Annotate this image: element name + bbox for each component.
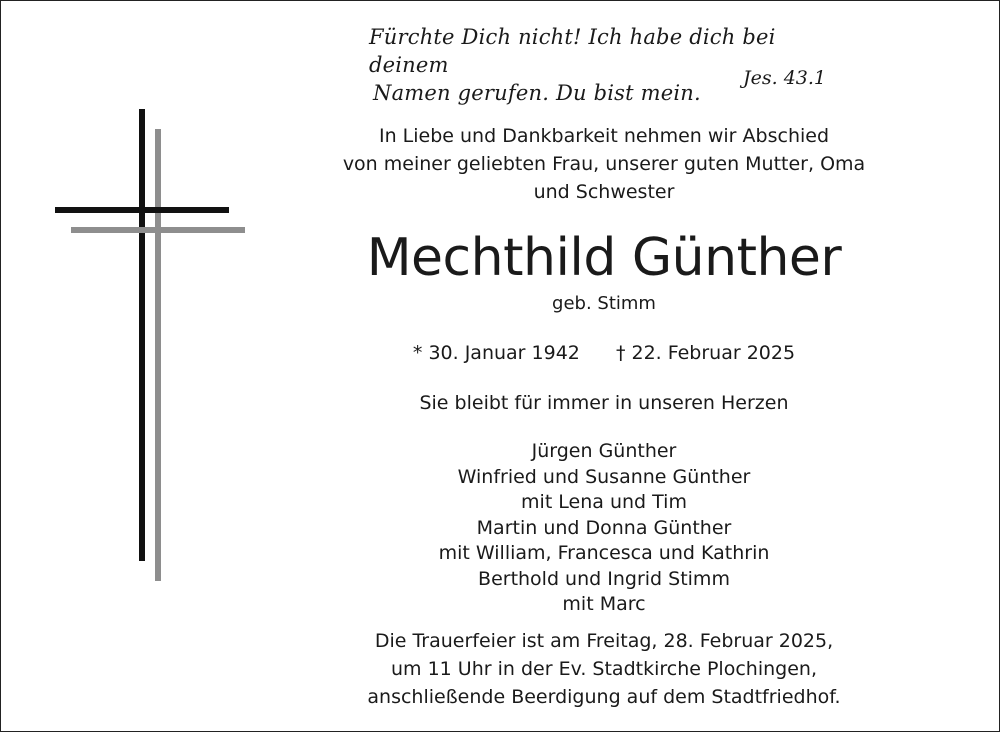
- intro-text: [301, 122, 907, 206]
- life-dates: [301, 340, 907, 366]
- cross-horizontal-gray: [71, 227, 245, 233]
- cross-vertical-black: [139, 109, 145, 561]
- deceased-name: Mechthild Günther: [366, 228, 842, 288]
- memorial-motto: Sie bleibt für immer in unseren Herzen: [419, 392, 789, 414]
- cross-vertical-gray: [155, 129, 161, 581]
- mourner-line: Martin und Donna Günther: [476, 516, 732, 539]
- service-line-2: um 11 Uhr in der Ev. Stadtkirche Plochingen,: [391, 658, 817, 680]
- birth-date: * 30. Januar 1942: [412, 342, 580, 364]
- mourner-line: mit William, Francesca und Kathrin: [438, 542, 770, 564]
- death-date: † 22. Februar 2025: [615, 342, 796, 364]
- mourner-line: mit Marc: [562, 593, 646, 615]
- bible-verse: [369, 23, 839, 107]
- verse-reference: Jes. 43.1: [743, 67, 826, 89]
- cross-horizontal-black: [55, 207, 229, 213]
- mourners-list: [301, 439, 907, 618]
- verse-line-1: Fürchte Dich nicht! Ich habe dich bei deinem: [369, 25, 776, 77]
- maiden-name: geb. Stimm: [552, 293, 656, 314]
- verse-line-2: Namen gerufen. Du bist mein.: [373, 81, 701, 105]
- mourner-line: mit Lena und Tim: [521, 491, 687, 513]
- mourner-line: Winfried und Susanne Günther: [457, 465, 751, 488]
- intro-line-3: und Schwester: [533, 181, 675, 203]
- mourner-line: Berthold und Ingrid Stimm: [478, 567, 730, 590]
- cross-icon: [53, 105, 253, 585]
- intro-line-1: In Liebe und Dankbarkeit nehmen wir Abschied: [378, 125, 830, 147]
- mourner-line: Jürgen Günther: [531, 440, 677, 462]
- intro-line-2: von meiner geliebten Frau, unserer guten Mutter, Oma: [342, 153, 866, 175]
- service-line-1: Die Trauerfeier ist am Freitag, 28. Februar 2025,: [374, 630, 834, 652]
- service-line-3: anschließende Beerdigung auf dem Stadtfriedhof.: [367, 686, 841, 708]
- funeral-service-info: [301, 627, 907, 711]
